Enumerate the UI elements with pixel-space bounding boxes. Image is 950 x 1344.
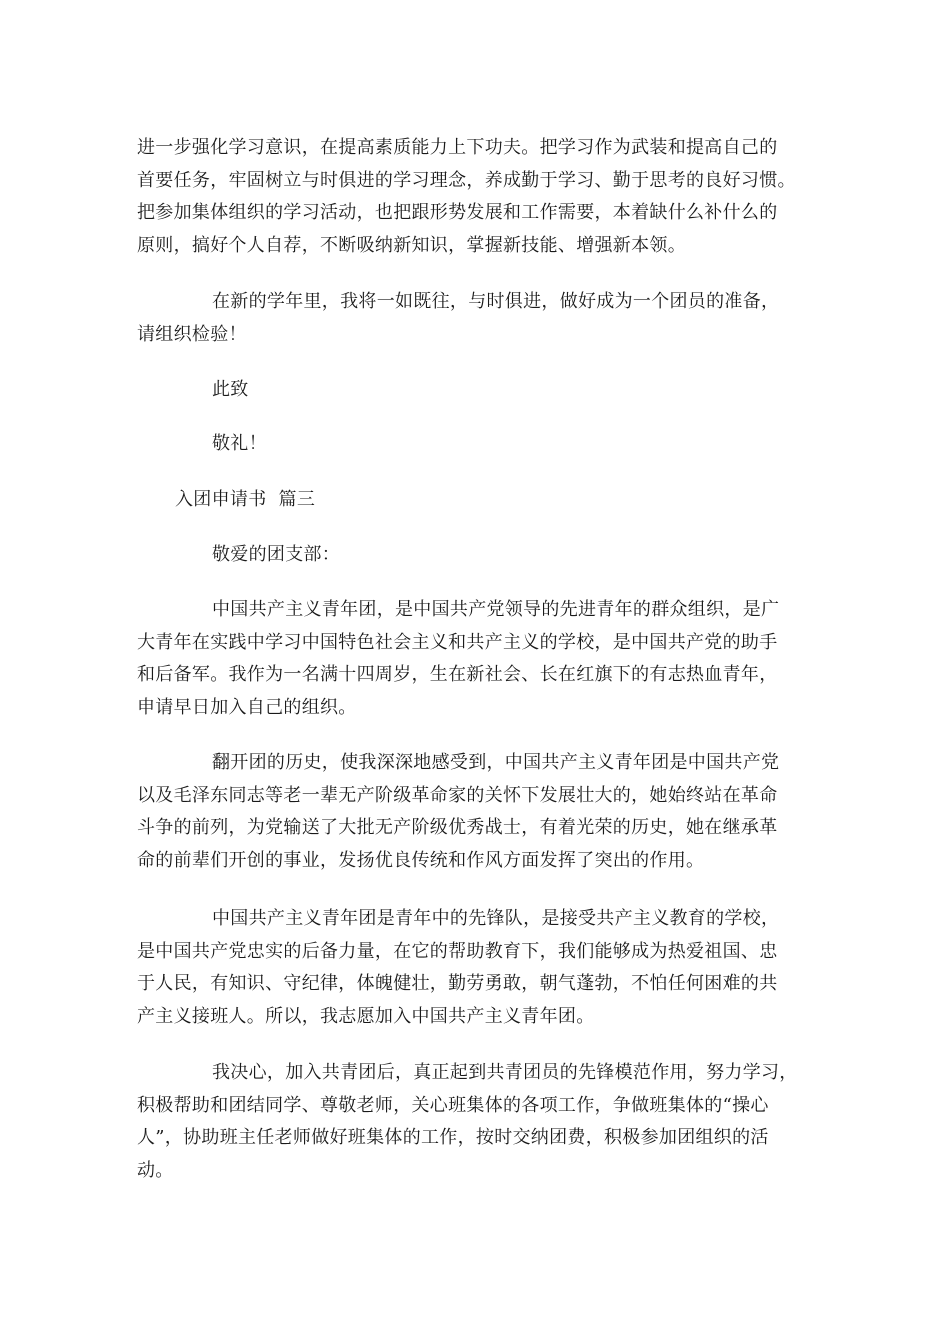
text-line: 人”，协助班主任老师做好班集体的工作，按时交纳团费，积极参加团组织的活 bbox=[137, 1127, 769, 1148]
paragraph-league-introduction bbox=[137, 594, 827, 724]
paragraph-study-awareness bbox=[137, 132, 827, 262]
text-line: 进一步强化学习意识，在提高素质能力上下功夫。把学习作为武装和提高自己的 bbox=[137, 137, 778, 158]
text-line: 中国共产主义青年团是青年中的先锋队，是接受共产主义教育的学校， bbox=[212, 908, 780, 929]
letter-salutation: 敬爱的团支部： bbox=[212, 544, 341, 565]
text-line: 请组织检验！ bbox=[137, 323, 247, 345]
text-line: 首要任务，牢固树立与时俱进的学习理念，养成勤于学习、勤于思考的良好习惯。 bbox=[137, 169, 796, 191]
paragraph-league-history bbox=[137, 747, 827, 877]
text-line: 于人民，有知识、守纪律，体魄健壮，勤劳勇敢，朝气蓬勃，不怕任何困难的共 bbox=[137, 973, 778, 994]
text-line: 我决心，加入共青团后，真正起到共青团员的先锋模范作用，努力学习， bbox=[212, 1062, 798, 1083]
paragraph-determination bbox=[137, 1057, 827, 1187]
text-line: 申请早日加入自己的组织。 bbox=[137, 696, 357, 718]
text-line: 积极帮助和团结同学、尊敬老师，关心班集体的各项工作，争做班集体的“操心 bbox=[137, 1094, 769, 1116]
text-line: 翻开团的历史，使我深深地感受到，中国共产主义青年团是中国共产党 bbox=[212, 752, 780, 773]
text-line: 斗争的前列，为党输送了大批无产阶级优秀战士，有着光荣的历史，她在继承革 bbox=[137, 817, 778, 838]
paragraph-new-school-year bbox=[137, 286, 827, 351]
text-line: 命的前辈们开创的事业，发扬优良传统和作风方面发挥了突出的作用。 bbox=[137, 849, 705, 871]
section-heading: 入团申请书 篇三 bbox=[175, 489, 316, 510]
text-line: 原则，搞好个人自荐，不断吸纳新知识，掌握新技能、增强新本领。 bbox=[137, 234, 686, 256]
text-line: 产主义接班人。所以，我志愿加入中国共产主义青年团。 bbox=[137, 1005, 595, 1027]
text-line: 中国共产主义青年团，是中国共产党领导的先进青年的群众组织，是广 bbox=[212, 599, 780, 620]
text-line: 大青年在实践中学习中国特色社会主义和共产主义的学校，是中国共产党的助手 bbox=[137, 631, 778, 653]
paragraph-vanguard bbox=[137, 903, 827, 1033]
text-line: 是中国共产党忠实的后备力量，在它的帮助教育下，我们能够成为热爱祖国、忠 bbox=[137, 940, 778, 962]
text-line: 把参加集体组织的学习活动，也把跟形势发展和工作需要，本着缺什么补什么的 bbox=[137, 202, 778, 223]
text-line: 以及毛泽东同志等老一辈无产阶级革命家的关怀下发展壮大的，她始终站在革命 bbox=[137, 784, 778, 806]
text-line: 在新的学年里，我将一如既往，与时俱进，做好成为一个团员的准备， bbox=[212, 291, 780, 312]
text-line: 和后备军。我作为一名满十四周岁，生在新社会、长在红旗下的有志热血青年， bbox=[137, 664, 778, 685]
closing-salutation: 此致 bbox=[212, 379, 249, 400]
closing-regards: 敬礼！ bbox=[212, 433, 267, 454]
text-line: 动。 bbox=[137, 1159, 174, 1181]
